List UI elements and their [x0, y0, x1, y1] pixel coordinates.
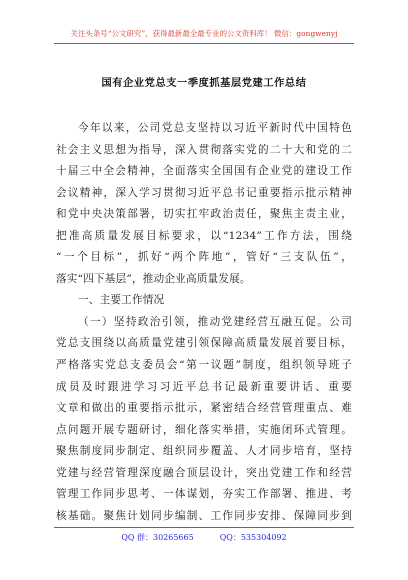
body-line: 党建与经营管理深度融合顶层设计，突出党建工作和经营 — [56, 466, 352, 479]
body-line: 核基础。聚焦计划同步编制、工作同步安排、保障同步到 — [56, 509, 352, 522]
body-line: 管理工作同步思考、一体谋划，夯实工作部署、推进、考 — [56, 488, 352, 501]
body-line: 把准高质量发展目标要求，以“1234”工作方法，围绕 — [56, 229, 352, 242]
body-line: 会议精神，深入学习贯彻习近平总书记重要指示批示精神 — [56, 186, 352, 199]
body-line: “一个目标”，抓好“两个阵地”，管好“三支队伍”， — [56, 251, 352, 264]
document-title: 国有企业党总支一季度抓基层党建工作总结 — [101, 77, 307, 89]
body-line: 点问题开展专题研讨，细化落实举措，实施闭环式管理。 — [56, 423, 352, 436]
document-body — [56, 118, 352, 527]
footer-contact — [54, 532, 354, 543]
body-line: 聚焦制度同步制定、组织同步覆盖、人才同步培育，坚持 — [56, 445, 352, 458]
header-banner: 关注头条号“公文研究”，获得最新最全最专业的公文资料库！ 微信：gongwenyj — [70, 29, 338, 38]
qq-number-text: QQ：535304092 — [219, 533, 287, 542]
body-line: （一）坚持政治引领，推动党建经营互融互促。公司 — [78, 315, 352, 328]
qq-group-text: QQ 群：30265665 — [121, 533, 194, 542]
body-line: 文章和做出的重要指示批示，紧密结合经营管理重点、难 — [56, 402, 352, 415]
body-line: 落实“四下基层”，推动企业高质量发展。 — [56, 272, 251, 285]
body-line: 成员及时跟进学习习近平总书记最新重要讲话、重要 — [56, 380, 352, 393]
header-divider — [54, 43, 354, 44]
body-line: 十届三中全会精神，全面落实全国国有企业党的建设工作 — [56, 165, 352, 178]
section-heading: 一、主要工作情况 — [78, 294, 165, 307]
body-line: 和党中央决策部署，切实扛牢政治责任，聚焦主责主业， — [56, 208, 352, 221]
body-line: 社会主义思想为指导，深入贯彻落实党的二十大和党的二 — [56, 143, 352, 156]
body-line: 严格落实党总支委员会“第一议题”制度，组织领导班子 — [56, 359, 352, 372]
body-line: 党总支围绕以高质量党建引领保障高质量发展首要目标， — [56, 337, 352, 350]
body-line: 今年以来，公司党总支坚持以习近平新时代中国特色 — [78, 122, 352, 134]
footer-divider — [54, 527, 354, 528]
